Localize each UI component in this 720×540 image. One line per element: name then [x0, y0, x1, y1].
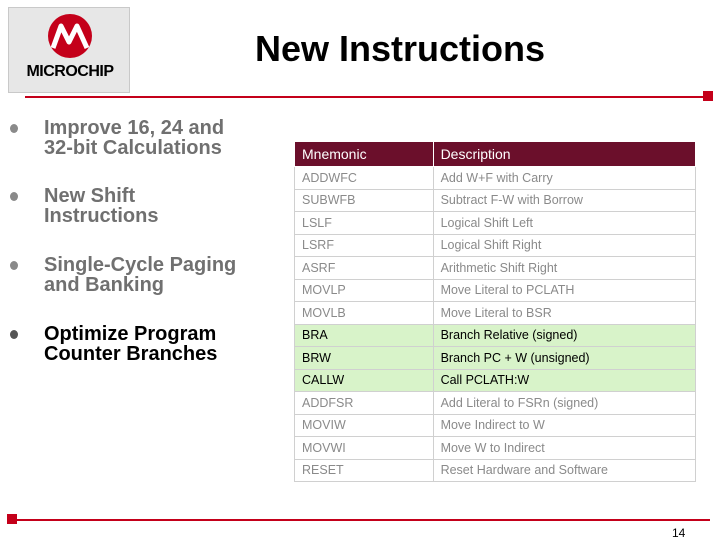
logo-wordmark: MICROCHIP — [26, 63, 114, 80]
description-cell: Arithmetic Shift Right — [433, 257, 695, 280]
bullet-icon — [10, 330, 18, 339]
table-row — [295, 257, 696, 280]
table-row — [295, 459, 696, 482]
mnemonic-cell: LSRF — [295, 234, 434, 257]
description-cell: Move W to Indirect — [433, 437, 695, 460]
mnemonic-cell: CALLW — [295, 369, 434, 392]
table-header-row — [295, 142, 696, 167]
bullet-text: Improve 16, 24 and 32-bit Calculations — [44, 117, 225, 159]
table-row — [295, 212, 696, 235]
table-row — [295, 369, 696, 392]
mnemonic-cell: MOVWI — [295, 437, 434, 460]
table-row — [295, 234, 696, 257]
table-row — [295, 189, 696, 212]
bullet-icon — [10, 192, 18, 201]
description-cell: Reset Hardware and Software — [433, 459, 695, 482]
description-cell: Move Literal to BSR — [433, 302, 695, 325]
mnemonic-cell: ADDFSR — [295, 392, 434, 415]
description-cell: Branch PC + W (unsigned) — [433, 347, 695, 370]
instruction-table — [294, 141, 696, 482]
mnemonic-cell: MOVIW — [295, 414, 434, 437]
bottom-divider — [12, 519, 710, 521]
description-cell: Logical Shift Left — [433, 212, 695, 235]
page-number: 14 — [672, 526, 686, 540]
description-cell: Logical Shift Right — [433, 234, 695, 257]
mnemonic-cell: ADDWFC — [295, 167, 434, 190]
description-cell: Branch Relative (signed) — [433, 324, 695, 347]
mnemonic-cell: MOVLB — [295, 302, 434, 325]
mnemonic-cell: SUBWFB — [295, 189, 434, 212]
mnemonic-cell: RESET — [295, 459, 434, 482]
slide-title: New Instructions — [254, 28, 546, 69]
description-cell: Move Literal to PCLATH — [433, 279, 695, 302]
mnemonic-cell: MOVLP — [295, 279, 434, 302]
table-row — [295, 414, 696, 437]
mnemonic-cell: LSLF — [295, 212, 434, 235]
mnemonic-cell: ASRF — [295, 257, 434, 280]
top-right-marker — [703, 91, 713, 101]
description-cell: Move Indirect to W — [433, 414, 695, 437]
bullet-icon — [10, 124, 18, 133]
bullet-icon — [10, 261, 18, 270]
description-cell: Subtract F-W with Borrow — [433, 189, 695, 212]
microchip-logo — [8, 7, 130, 93]
column-header-description: Description — [433, 142, 695, 167]
table-row — [295, 279, 696, 302]
mnemonic-cell: BRA — [295, 324, 434, 347]
table-row — [295, 302, 696, 325]
table-row — [295, 347, 696, 370]
bullet-text: Optimize Program Counter Branches — [44, 323, 218, 365]
table-row — [295, 437, 696, 460]
description-cell: Add Literal to FSRn (signed) — [433, 392, 695, 415]
mnemonic-cell: BRW — [295, 347, 434, 370]
bullet-text: Single-Cycle Paging and Banking — [44, 254, 237, 296]
description-cell: Add W+F with Carry — [433, 167, 695, 190]
description-cell: Call PCLATH:W — [433, 369, 695, 392]
table-row — [295, 324, 696, 347]
top-divider — [25, 96, 710, 98]
bullet-text: New Shift Instructions — [44, 185, 159, 227]
microchip-emblem-icon — [9, 8, 131, 68]
column-header-mnemonic: Mnemonic — [295, 142, 434, 167]
table-row — [295, 392, 696, 415]
table-row — [295, 167, 696, 190]
table-body — [295, 167, 696, 482]
